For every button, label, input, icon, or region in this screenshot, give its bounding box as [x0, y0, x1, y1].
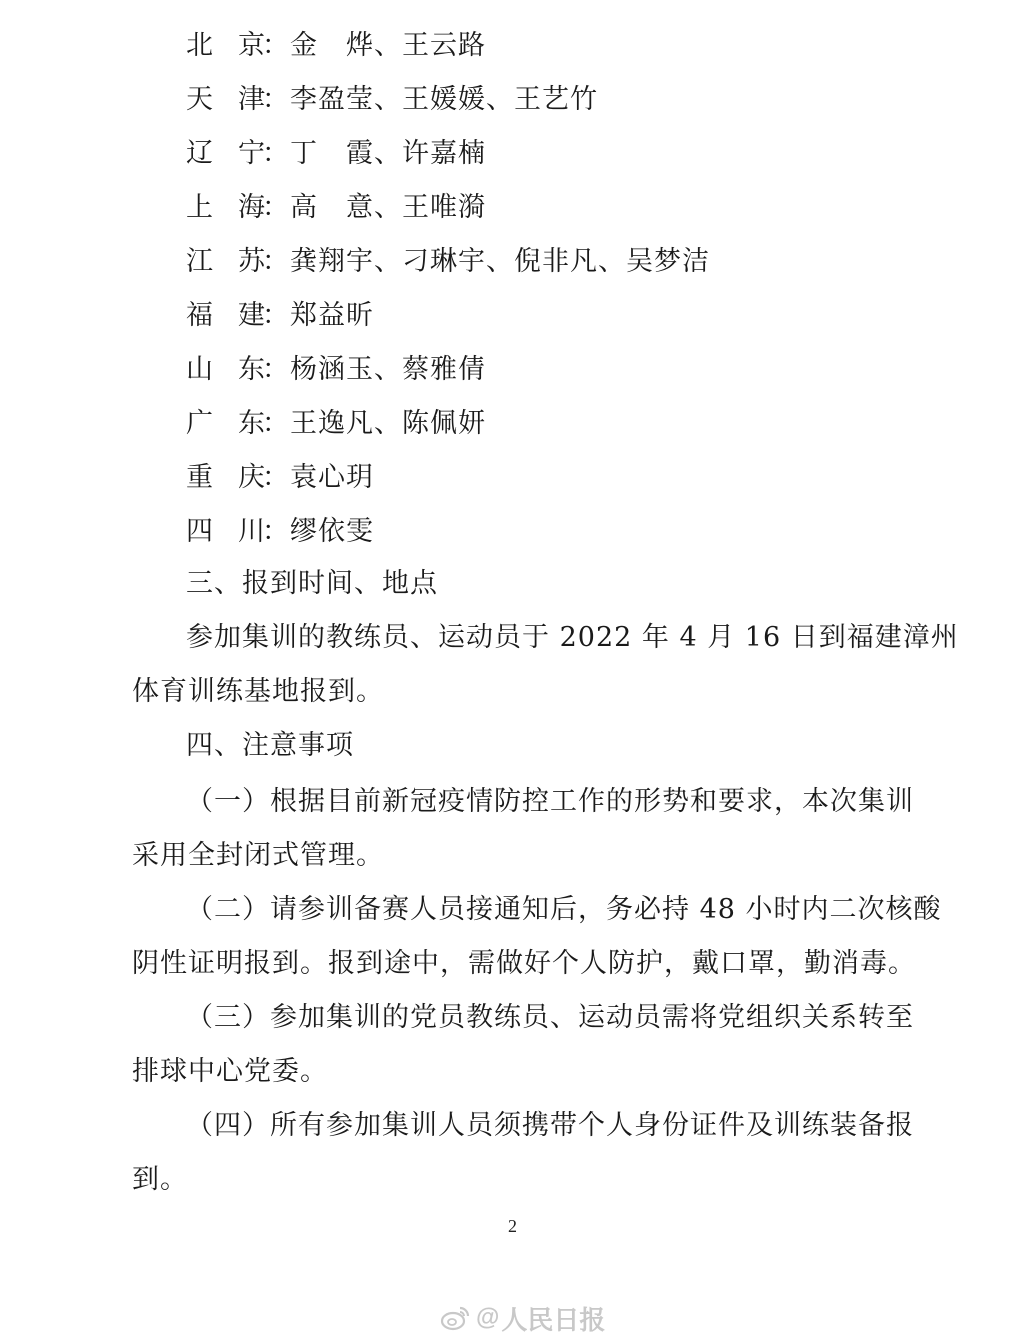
roster-separator: ：: [262, 300, 290, 331]
item3-line2: 排球中心党委。: [132, 1056, 328, 1087]
roster-region: [186, 190, 265, 226]
roster-separator: ：: [262, 462, 290, 493]
roster-region-char1: 辽: [186, 138, 213, 169]
roster-region: [186, 82, 265, 118]
roster-separator: ：: [262, 408, 290, 439]
roster-line: [186, 244, 710, 280]
item4-line1: （四）所有参加集训人员须携带个人身份证件及训练装备报: [186, 1110, 914, 1141]
roster-names: 李盈莹、王媛媛、王艺竹: [290, 84, 598, 115]
roster-line: [186, 190, 486, 226]
roster-region-char1: 山: [186, 354, 213, 385]
roster-separator: ：: [262, 84, 290, 115]
roster-region-char1: 上: [186, 192, 213, 223]
item1-line1: （一）根据目前新冠疫情防控工作的形势和要求，本次集训: [186, 786, 914, 817]
roster-line: [186, 28, 486, 64]
roster-region: [186, 28, 265, 64]
roster-region-char2: 东: [238, 354, 265, 385]
roster-line: [186, 298, 374, 334]
roster-separator: ：: [262, 516, 290, 547]
roster-region-char2: 津: [238, 84, 265, 115]
roster-separator: ：: [262, 246, 290, 277]
roster-line: [186, 514, 374, 550]
roster-region-char1: 天: [186, 84, 213, 115]
roster-names: 龚翔宇、刁琳宇、倪非凡、吴梦洁: [290, 246, 710, 277]
watermark-text: 人民日报: [501, 1304, 606, 1335]
roster-region: [186, 406, 265, 442]
roster-region: [186, 514, 265, 550]
roster-region-char1: 四: [186, 516, 213, 547]
roster-line: [186, 406, 486, 442]
item4-line2: 到。: [132, 1164, 188, 1195]
roster-region: [186, 244, 265, 280]
roster-region-char2: 庆: [238, 462, 265, 493]
item2-line1: （二）请参训备赛人员接通知后，务必持 48 小时内二次核酸: [186, 894, 942, 925]
roster-line: [186, 82, 598, 118]
roster-region: [186, 298, 265, 334]
roster-region-char2: 宁: [238, 138, 265, 169]
section3-paragraph-line2: 体育训练基地报到。: [132, 676, 384, 707]
roster-region-char1: 江: [186, 246, 213, 277]
roster-region-char2: 海: [238, 192, 265, 223]
section4-heading: 四、注意事项: [186, 730, 354, 761]
roster-region-char1: 重: [186, 462, 213, 493]
roster-region-char2: 京: [238, 30, 265, 61]
roster-names: 缪依雯: [290, 516, 374, 547]
roster-names: 高 意、王唯漪: [290, 192, 486, 223]
roster-region-char2: 建: [238, 300, 265, 331]
roster-region-char2: 苏: [238, 246, 265, 277]
roster-names: 丁 霞、许嘉楠: [290, 138, 486, 169]
item3-line1: （三）参加集训的党员教练员、运动员需将党组织关系转至: [186, 1002, 914, 1033]
roster-region-char2: 川: [238, 516, 265, 547]
roster-line: [186, 460, 374, 496]
roster-names: 金 烨、王云路: [290, 30, 486, 61]
roster-names: 郑益昕: [290, 300, 374, 331]
section3-heading: 三、报到时间、地点: [186, 568, 438, 599]
weibo-watermark: [440, 1300, 605, 1336]
roster-separator: ：: [262, 138, 290, 169]
roster-region-char1: 北: [186, 30, 213, 61]
roster-region-char1: 福: [186, 300, 213, 331]
roster-separator: ：: [262, 192, 290, 223]
section3-paragraph-line1: 参加集训的教练员、运动员于 2022 年 4 月 16 日到福建漳州: [186, 622, 959, 653]
roster-line: [186, 352, 486, 388]
roster-line: [186, 136, 486, 172]
roster-separator: ：: [262, 354, 290, 385]
roster-names: 杨涵玉、蔡雅倩: [290, 354, 486, 385]
watermark-at: @: [476, 1304, 500, 1331]
item1-line2: 采用全封闭式管理。: [132, 840, 384, 871]
roster-region-char2: 东: [238, 408, 265, 439]
roster-names: 袁心玥: [290, 462, 374, 493]
weibo-icon: [440, 1305, 470, 1331]
roster-region: [186, 352, 265, 388]
roster-separator: ：: [262, 30, 290, 61]
item2-line2: 阴性证明报到。报到途中，需做好个人防护，戴口罩，勤消毒。: [132, 948, 916, 979]
roster-region: [186, 136, 265, 172]
roster-names: 王逸凡、陈佩妍: [290, 408, 486, 439]
roster-region: [186, 460, 265, 496]
page-number: 2: [508, 1216, 517, 1236]
roster-region-char1: 广: [186, 408, 213, 439]
